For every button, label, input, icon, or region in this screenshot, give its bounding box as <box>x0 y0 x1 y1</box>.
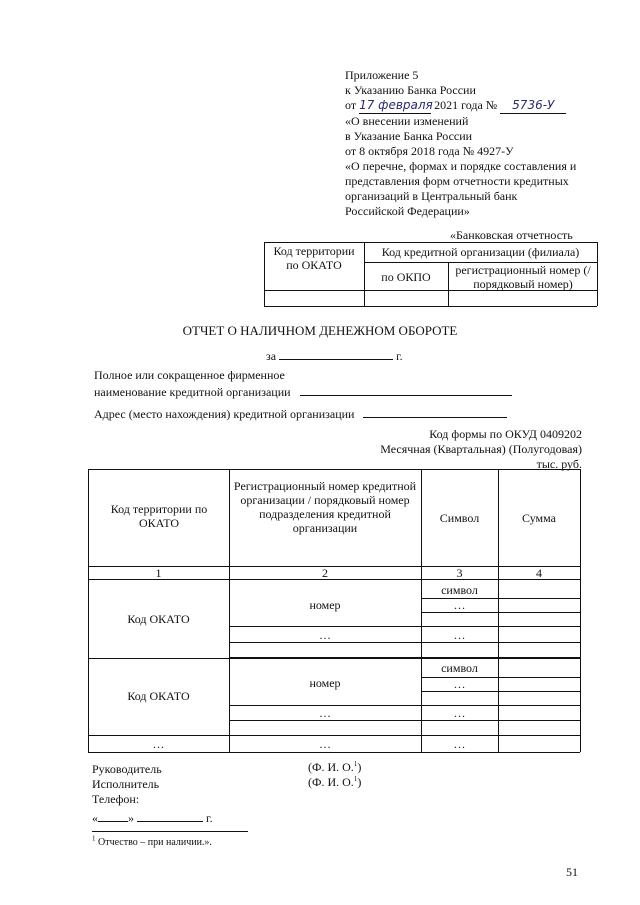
appendix-line: представления форм отчетности кредитных <box>345 174 569 188</box>
fio-close: ) <box>357 760 362 774</box>
address-line <box>94 405 507 422</box>
fio-head <box>308 760 361 775</box>
fio-close: ) <box>357 775 362 789</box>
okato-cell: Код ОКАТО <box>127 612 190 626</box>
appendix-line: Российской Федерации» <box>345 204 470 218</box>
ellipsis-cell: … <box>453 598 466 612</box>
period-prefix: за <box>266 349 277 363</box>
ellipsis-cell: … <box>453 628 466 642</box>
quote-close: » <box>128 811 134 825</box>
symbol-cell: символ <box>441 583 478 597</box>
from-prefix: от <box>345 98 357 112</box>
report-title: ОТЧЕТ О НАЛИЧНОМ ДЕНЕЖНОМ ОБОРОТЕ <box>182 323 458 338</box>
period-line <box>266 347 403 364</box>
appendix-date-line <box>345 98 576 114</box>
org-name-block <box>94 368 512 400</box>
fio-footnote-mark: 1 <box>353 760 358 768</box>
header-org-code: Код кредитной организации (филиала) <box>381 245 580 259</box>
footnote-separator <box>92 831 248 832</box>
date-line <box>92 810 213 826</box>
day-field <box>98 810 128 822</box>
handwritten-number: 5736-У <box>512 98 555 112</box>
form-code: Код формы по ОКУД 0409202 <box>429 427 582 441</box>
appendix-header <box>345 68 576 219</box>
col-number: 2 <box>322 566 328 580</box>
phone-label: Телефон: <box>92 792 140 806</box>
fio-text: (Ф. И. О. <box>308 775 354 789</box>
units: тыс. руб. <box>536 457 582 471</box>
org-name-label-2: наименование кредитной организации <box>94 385 291 399</box>
header-sum-col: Сумма <box>522 511 556 525</box>
footnote-mark: 1 <box>92 834 96 843</box>
footnote <box>92 834 212 848</box>
ellipsis-cell: … <box>453 706 466 720</box>
header-reg-number: регистрационный номер (/порядковый номер) <box>455 263 591 291</box>
appendix-line: организаций в Центральный банк <box>345 189 518 203</box>
appendix-line: от 8 октября 2018 года № 4927-У <box>345 144 514 158</box>
ellipsis-cell: … <box>319 706 331 720</box>
org-name-field <box>300 383 512 396</box>
ellipsis-cell: … <box>453 737 466 751</box>
periodicity: Месячная (Квартальная) (Полугодовая) <box>380 442 582 456</box>
ellipsis-cell: … <box>453 677 466 691</box>
fio-footnote-mark: 1 <box>353 775 358 783</box>
ellipsis-cell: … <box>319 628 331 642</box>
header-okpo: по ОКПО <box>381 270 431 284</box>
page-number: 51 <box>566 865 578 879</box>
head-label: Руководитель <box>92 762 162 776</box>
ellipsis-cell: … <box>319 737 331 751</box>
footnote-text: Отчество – при наличии.». <box>98 837 212 848</box>
symbol-cell: символ <box>441 661 478 675</box>
address-label: Адрес (место нахождения) кредитной организации <box>94 407 355 421</box>
month-field <box>137 810 203 822</box>
number-field <box>500 98 566 114</box>
appendix-line: в Указание Банка России <box>345 129 473 143</box>
header-reg-number-col: Регистрационный номер кредитной организации / порядковый номер подразделения кредитной организации <box>233 479 417 535</box>
main-table <box>88 469 580 753</box>
org-name-line <box>94 383 512 400</box>
header-symbol-col: Символ <box>439 511 480 525</box>
code-table <box>264 242 597 308</box>
quote-open: « <box>92 811 98 825</box>
year-text: 2021 года № <box>434 98 498 112</box>
col-number: 3 <box>456 566 463 580</box>
org-name-label: Полное или сокращенное фирменное <box>94 368 285 382</box>
signature-block <box>92 762 213 826</box>
okato-cell: Код ОКАТО <box>127 689 190 703</box>
fio-executor <box>308 775 361 790</box>
col-number: 4 <box>536 566 542 580</box>
date-field <box>359 98 431 114</box>
number-cell: номер <box>309 598 341 612</box>
year-suffix: г. <box>206 811 213 825</box>
period-field <box>279 347 393 360</box>
address-field <box>363 405 507 418</box>
fio-text: (Ф. И. О. <box>308 760 354 774</box>
handwritten-date: 17 февраля <box>359 98 433 112</box>
ellipsis-cell: … <box>152 737 165 751</box>
bank-reporting-label: «Банковская отчетность <box>450 228 573 242</box>
appendix-line: Приложение 5 <box>345 68 419 82</box>
appendix-line: «О перечне, формах и порядке составления и <box>345 159 577 173</box>
appendix-line: к Указанию Банка России <box>345 83 476 97</box>
period-suffix: г. <box>396 349 403 363</box>
number-cell: номер <box>309 676 341 690</box>
appendix-line: «О внесении изменений <box>345 114 469 128</box>
header-okato: Код территории по ОКАТО <box>273 244 355 272</box>
executor-label: Исполнитель <box>92 777 160 791</box>
col-number: 1 <box>155 566 162 580</box>
header-okato-col: Код территории по ОКАТО <box>110 502 208 530</box>
